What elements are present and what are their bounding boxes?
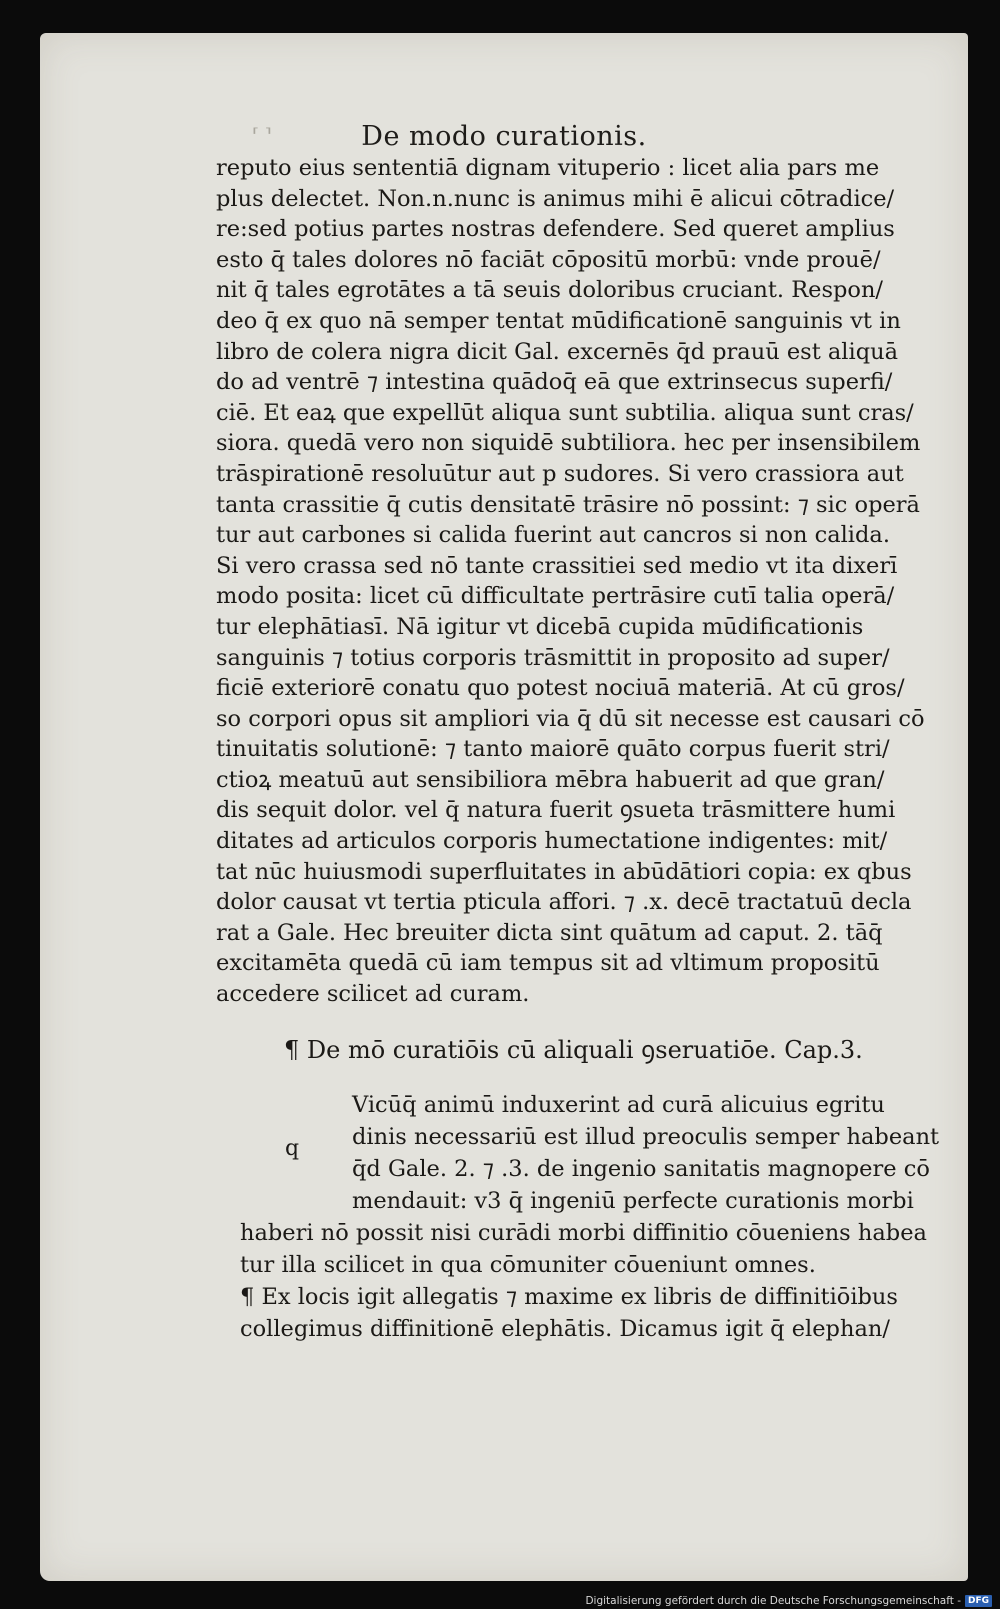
text-line: rat a Gale. Hec breuiter dicta sint quātum ad caput. 2. tāq̄ <box>216 919 883 946</box>
text-line: sanguinis ⁊ totius corporis trāsmittit in proposito ad super/ <box>216 644 890 671</box>
text-line: ¶ Ex locis igit allegatis ⁊ maxime ex libris de diffinitiōibus <box>240 1284 898 1310</box>
text-line: q̄d Gale. 2. ⁊ .3. de ingenio sanitatis magnopere cō <box>352 1156 930 1182</box>
text-line: do ad ventrē ⁊ intestina quādoq̄ eā que extrinsecus superfi/ <box>216 369 893 396</box>
digitization-credit <box>585 1595 992 1607</box>
text-line: tur illa scilicet in qua cōmuniter cōueniunt omnes. <box>240 1252 816 1278</box>
text-line: plus delectet. Non.n.nunc is animus mihi ē alicui cōtradice/ <box>216 185 895 212</box>
text-line: mendauit: v3 q̄ ingeniū perfecte curationis morbi <box>352 1188 914 1214</box>
text-line: dis sequit dolor. vel q̄ natura fuerit ꝯsueta trāsmittere humi <box>216 797 896 824</box>
text-line: ciē. Et eaꝝ que expellūt aliqua sunt subtilia. aliqua sunt cras/ <box>216 399 914 426</box>
text-line: Si vero crassa sed nō tante crassitiei sed medio vt ita dixerī <box>216 552 898 579</box>
book-page <box>40 33 968 1581</box>
text-line: tat nūc huiusmodi superfluitates in abūdātiori copia: ex qbus <box>216 858 912 885</box>
text-line: ctioꝝ meatuū aut sensibiliora mēbra habuerit ad que gran/ <box>216 766 885 793</box>
main-text-block <box>216 153 925 1010</box>
credit-text: Digitalisierung gefördert durch die Deutsche Forschungsgemeinschaft - <box>585 1595 961 1607</box>
text-line: dinis necessariū est illud preoculis semper habeant <box>352 1124 940 1150</box>
closing-text-block <box>240 1217 930 1345</box>
text-line: collegimus diffinitionē elephātis. Dicamus igit q̄ elephan/ <box>240 1316 890 1342</box>
text-line: re:sed potius partes nostras defendere. Sed queret amplius <box>216 216 895 243</box>
text-line: so corpori opus sit ampliori via q̄ dū sit necesse est causari cō <box>216 705 925 732</box>
text-line: tur elephātiasī. Nā igitur vt dicebā cupida mūdificationis <box>216 613 864 640</box>
indented-text-block <box>352 1089 940 1217</box>
text-line: trāspirationē resoluūtur aut p sudores. Si vero crassiora aut <box>216 460 904 487</box>
initial-guide-letter: q <box>285 1136 300 1161</box>
text-line: reputo eius sententiā dignam vituperio : licet alia pars me <box>216 155 880 181</box>
text-line: dolor causat vt tertia pticula affori. ⁊ .x. decē tractatuū decla <box>216 889 912 916</box>
text-line: ficiē exteriorē conatu quo potest nociuā materiā. At cū gros/ <box>216 675 905 702</box>
text-line: tur aut carbones si calida fuerint aut cancros si non calida. <box>216 522 890 549</box>
text-line: deo q̄ ex quo nā semper tentat mūdificationē sanguinis vt in <box>216 307 901 334</box>
text-line: tinuitatis solutionē: ⁊ tanto maiorē quāto corpus fuerit stri/ <box>216 736 890 763</box>
chapter-heading: ¶ De mō curatiōis cū aliquali ꝯseruatiōe. Cap.3. <box>284 1036 863 1064</box>
text-line: nit q̄ tales egrotātes a tā seuis doloribus cruciant. Respon/ <box>216 277 884 304</box>
text-line: ditates ad articulos corporis humectatione indigentes: mit/ <box>216 828 888 855</box>
dfg-logo: DFG <box>965 1595 992 1607</box>
running-head: De modo curationis. <box>361 121 647 152</box>
text-line: excitamēta quedā cū iam tempus sit ad vltimum propositū <box>216 950 880 977</box>
text-line: siora. quedā vero non siquidē subtiliora. hec per insensibilem <box>216 430 921 457</box>
folio-mark: ⸢ ⸣ <box>252 125 272 146</box>
text-line: accedere scilicet ad curam. <box>216 981 530 1008</box>
text-line: Vicūq̄ animū induxerint ad curā alicuius egritu <box>352 1092 885 1118</box>
text-line: haberi nō possit nisi curādi morbi diffinitio cōueniens habea <box>240 1220 927 1246</box>
text-line: libro de colera nigra dicit Gal. excernēs q̄d prauū est aliquā <box>216 338 899 365</box>
text-line: modo posita: licet cū difficultate pertrāsire cutī talia operā/ <box>216 583 895 610</box>
text-line: esto q̄ tales dolores nō faciāt cōpositū morbū: vnde prouē/ <box>216 246 881 273</box>
text-line: tanta crassitie q̄ cutis densitatē trāsire nō possint: ⁊ sic operā <box>216 491 920 518</box>
